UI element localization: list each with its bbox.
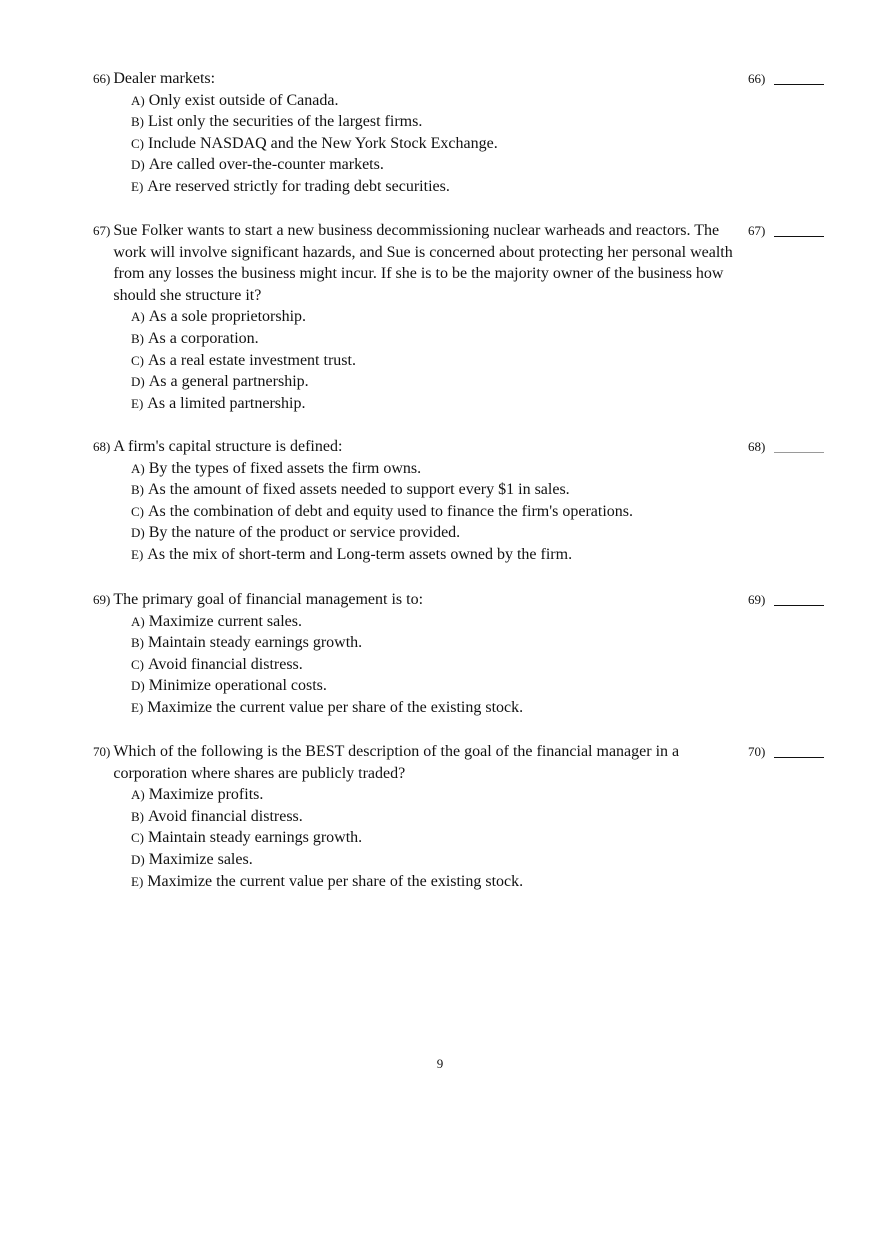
option-c[interactable] [131,827,733,849]
option-list [131,458,733,566]
option-text: Minimize operational costs. [148,677,327,695]
answer-blank[interactable] [774,741,824,758]
option-d[interactable] [131,371,733,393]
question-66 [93,68,733,198]
answer-blank[interactable] [774,68,824,85]
option-text: As a general partnership. [148,373,309,391]
option-text: Maximize the current value per share of the existing stock. [147,872,524,890]
option-text: Avoid financial distress. [148,655,303,673]
question-number: 67) [93,223,111,238]
option-text: As a corporation. [148,329,259,347]
question-stem: A firm's capital structure is defined: [113,438,343,455]
question-stem: Which of the following is the BEST description of the goal of the financial manager in a corporation where shares are publicly traded? [113,743,680,782]
option-b[interactable] [131,806,733,828]
option-text: Maximize current sales. [148,612,302,630]
option-text: By the nature of the product or service provided. [148,524,461,542]
question-stem: Sue Folker wants to start a new business decommissioning nuclear warheads and reactors. The work will involve significant hazards, and Sue is concerned about protecting her personal wealth from any losses the business might incur. If she is to be the majority owner of the business how should she structure it? [113,222,733,304]
answer-number: 70) [748,744,766,759]
question-number: 68) [93,439,111,454]
option-list [131,611,733,719]
option-letter: E) [131,873,144,889]
answer-number: 69) [748,592,766,607]
question-67 [93,220,733,414]
option-e[interactable] [131,697,733,719]
question-68 [93,436,733,566]
option-letter: B) [131,808,144,824]
option-text: List only the securities of the largest firms. [148,113,423,131]
answer-slot-69 [748,589,824,611]
option-letter: A) [131,613,145,629]
option-text: As a sole proprietorship. [148,308,307,326]
question-number: 69) [93,592,111,607]
option-text: As a limited partnership. [147,394,306,412]
option-letter: D) [131,525,145,541]
answer-number: 66) [748,71,766,86]
answer-blank[interactable] [774,436,824,453]
question-stem-line [93,589,733,611]
question-69 [93,589,733,719]
answer-slot-68 [748,436,824,458]
option-letter: C) [131,503,144,519]
option-d[interactable] [131,675,733,697]
question-number: 70) [93,744,111,759]
answer-blank[interactable] [774,589,824,606]
question-stem-line [93,741,733,784]
option-letter: A) [131,92,145,108]
option-text: As the amount of fixed assets needed to support every $1 in sales. [148,481,570,499]
option-c[interactable] [131,133,733,155]
option-a[interactable] [131,90,733,112]
option-letter: A) [131,460,145,476]
option-text: Maximize profits. [148,786,264,804]
option-b[interactable] [131,328,733,350]
option-text: Only exist outside of Canada. [148,91,339,109]
option-letter: D) [131,678,145,694]
option-d[interactable] [131,154,733,176]
option-letter: B) [131,330,144,346]
option-list [131,90,733,198]
question-number: 66) [93,71,111,86]
option-letter: D) [131,157,145,173]
answer-number: 67) [748,223,766,238]
option-letter: C) [131,135,144,151]
answer-slot-70 [748,741,824,763]
option-letter: E) [131,699,144,715]
option-a[interactable] [131,458,733,480]
option-b[interactable] [131,111,733,133]
option-letter: E) [131,546,144,562]
option-text: By the types of fixed assets the firm owns. [148,459,422,477]
option-list [131,784,733,892]
option-letter: B) [131,635,144,651]
option-d[interactable] [131,849,733,871]
answer-number: 68) [748,439,766,454]
option-e[interactable] [131,544,733,566]
option-c[interactable] [131,350,733,372]
option-a[interactable] [131,784,733,806]
answer-slot-67 [748,220,824,242]
option-text: Maintain steady earnings growth. [148,634,363,652]
question-stem-line [93,436,733,458]
option-c[interactable] [131,654,733,676]
option-text: Include NASDAQ and the New York Stock Exchange. [148,134,498,152]
answer-slot-66 [748,68,824,90]
option-letter: A) [131,309,145,325]
option-e[interactable] [131,871,733,893]
option-text: Maximize the current value per share of the existing stock. [147,698,524,716]
option-text: Are reserved strictly for trading debt securities. [147,177,450,195]
question-stem: The primary goal of financial management is to: [113,591,424,608]
option-b[interactable] [131,632,733,654]
option-list [131,306,733,414]
option-text: Maximize sales. [148,850,253,868]
option-c[interactable] [131,501,733,523]
question-stem: Dealer markets: [113,70,216,87]
option-letter: C) [131,656,144,672]
option-letter: B) [131,482,144,498]
option-letter: D) [131,374,145,390]
option-d[interactable] [131,522,733,544]
option-text: Avoid financial distress. [148,807,303,825]
option-text: As a real estate investment trust. [148,351,356,369]
option-a[interactable] [131,306,733,328]
page-number: 9 [436,1056,444,1071]
option-text: As the combination of debt and equity used to finance the firm's operations. [148,502,633,520]
option-text: Maintain steady earnings growth. [148,829,363,847]
option-b[interactable] [131,479,733,501]
option-letter: C) [131,830,144,846]
option-letter: C) [131,352,144,368]
option-letter: E) [131,395,144,411]
option-letter: B) [131,114,144,130]
option-a[interactable] [131,611,733,633]
option-letter: D) [131,851,145,867]
option-text: Are called over-the-counter markets. [148,156,384,174]
option-e[interactable] [131,176,733,198]
question-stem-line [93,68,733,90]
question-stem-line [93,220,733,306]
option-text: As the mix of short-term and Long-term assets owned by the firm. [147,545,573,563]
option-e[interactable] [131,393,733,415]
answer-blank[interactable] [774,220,824,237]
option-letter: A) [131,787,145,803]
question-70 [93,741,733,892]
option-letter: E) [131,178,144,194]
